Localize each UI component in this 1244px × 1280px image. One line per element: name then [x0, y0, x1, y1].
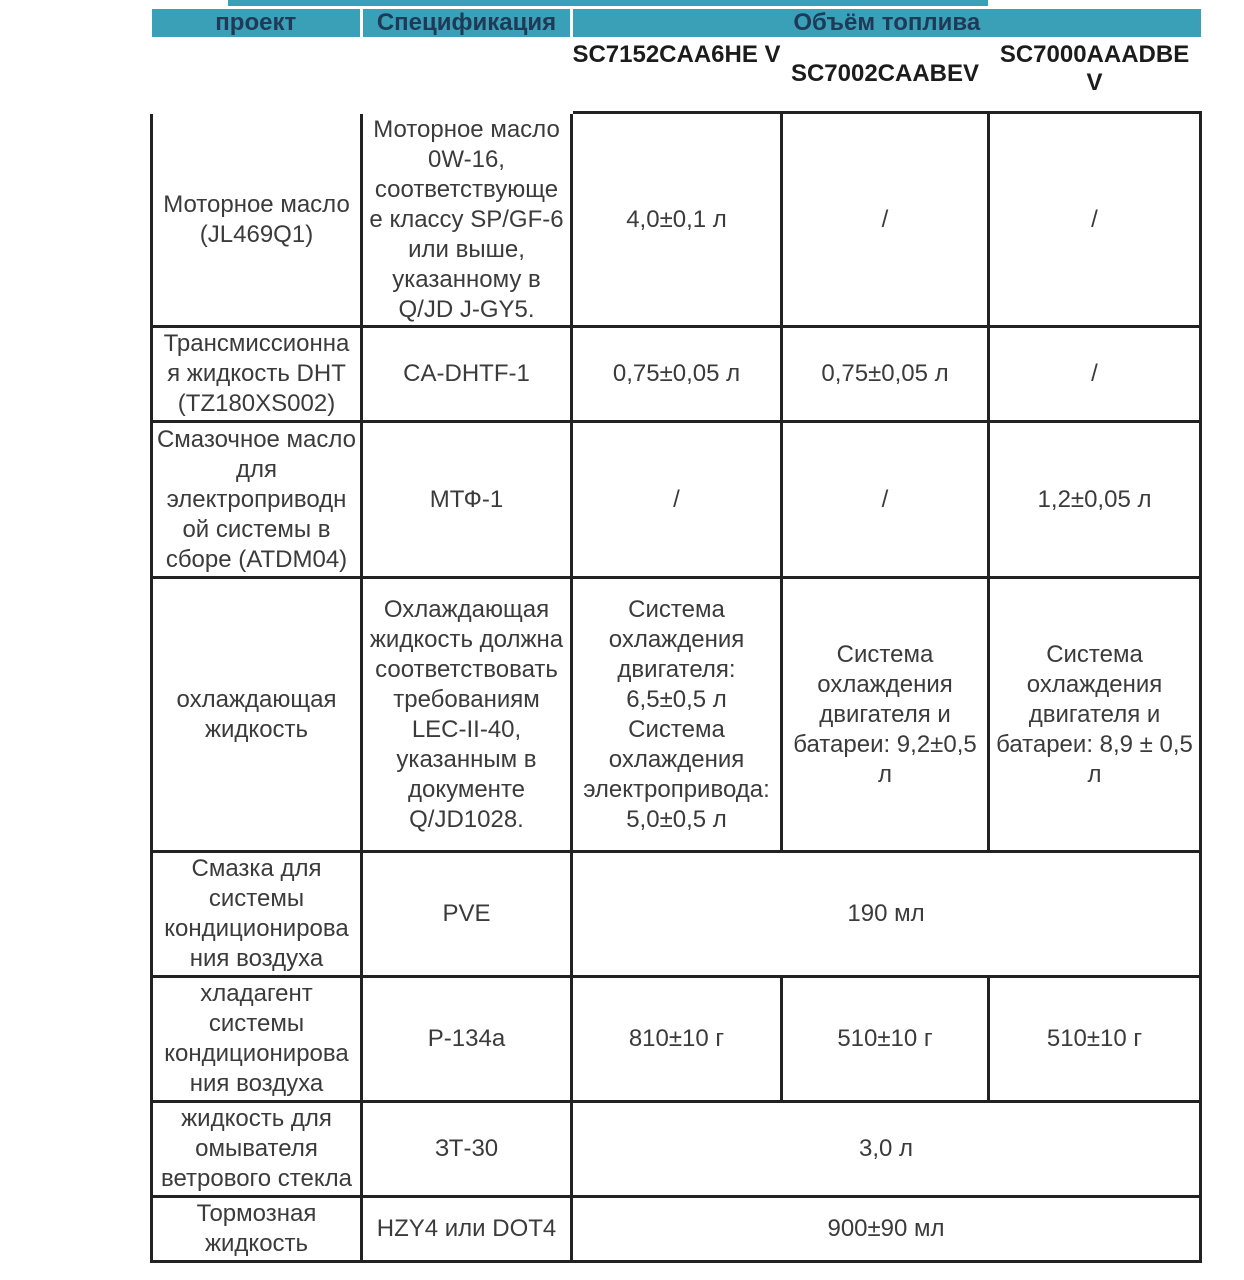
value-cell: / [572, 422, 782, 578]
spec-cell: Охлаждающая жидкость должна соответствовать требованиям LEC-II-40, указанным в документе Q/JD1028. [362, 578, 572, 852]
header-project: проект [152, 9, 362, 37]
table-row [152, 1197, 1201, 1262]
header-row [152, 9, 1201, 37]
value-cell: 1,2±0,05 л [989, 422, 1201, 578]
project-cell: Тормозная жидкость [152, 1197, 362, 1262]
merged-value-cell: 190 мл [572, 852, 1201, 977]
value-cell: 0,75±0,05 л [572, 327, 782, 422]
model-1: SC7152CAA6HE V [572, 37, 782, 113]
model-2: SC7002CAABEV [782, 37, 989, 113]
spec-cell: CA-DHTF-1 [362, 327, 572, 422]
fluid-spec-table [150, 9, 1202, 1263]
spec-cell: Р-134а [362, 977, 572, 1102]
value-cell: 510±10 г [989, 977, 1201, 1102]
value-cell: / [989, 113, 1201, 327]
table-row [152, 113, 1201, 327]
spec-cell: МТФ-1 [362, 422, 572, 578]
table-row [152, 327, 1201, 422]
value-cell: Система охлаждения двигателя и батареи: 9,2±0,5 л [782, 578, 989, 852]
header-spec: Спецификация [362, 9, 572, 37]
spec-cell: Моторное масло 0W-16, соответствующе е классу SP/GF-6 или выше, указанному в Q/JD J-GY5. [362, 113, 572, 327]
model-gap [152, 37, 362, 113]
project-cell: охлаждающая жидкость [152, 578, 362, 852]
value-cell: 510±10 г [782, 977, 989, 1102]
model-gap [362, 37, 572, 113]
spec-cell: ЗТ-30 [362, 1102, 572, 1197]
value-cell: / [989, 327, 1201, 422]
value-cell: Система охлаждения двигателя и батареи: 8,9 ± 0,5 л [989, 578, 1201, 852]
table-row [152, 422, 1201, 578]
spec-cell: PVE [362, 852, 572, 977]
model-3: SC7000AAADBE V [989, 37, 1201, 113]
table-row [152, 578, 1201, 852]
merged-value-cell: 900±90 мл [572, 1197, 1201, 1262]
value-cell: Система охлаждения двигателя: 6,5±0,5 л Система охлаждения электропривода: 5,0±0,5 л [572, 578, 782, 852]
project-cell: Смазочное масло для электроприводн ой системы в сборе (ATDM04) [152, 422, 362, 578]
merged-value-cell: 3,0 л [572, 1102, 1201, 1197]
value-cell: 0,75±0,05 л [782, 327, 989, 422]
value-cell: / [782, 422, 989, 578]
table-row [152, 977, 1201, 1102]
table-row [152, 1102, 1201, 1197]
table-row [152, 852, 1201, 977]
project-cell: хладагент системы кондиционирова ния воздуха [152, 977, 362, 1102]
value-cell: 810±10 г [572, 977, 782, 1102]
project-cell: жидкость для омывателя ветрового стекла [152, 1102, 362, 1197]
spec-cell: HZY4 или DOT4 [362, 1197, 572, 1262]
project-cell: Моторное масло (JL469Q1) [152, 113, 362, 327]
value-cell: / [782, 113, 989, 327]
header-volume: Объём топлива [572, 9, 1201, 37]
title-bar-fragment [228, 0, 988, 6]
project-cell: Смазка для системы кондиционирова ния воздуха [152, 852, 362, 977]
value-cell: 4,0±0,1 л [572, 113, 782, 327]
project-cell: Трансмиссионна я жидкость DHT (TZ180XS002) [152, 327, 362, 422]
model-row [152, 37, 1201, 113]
